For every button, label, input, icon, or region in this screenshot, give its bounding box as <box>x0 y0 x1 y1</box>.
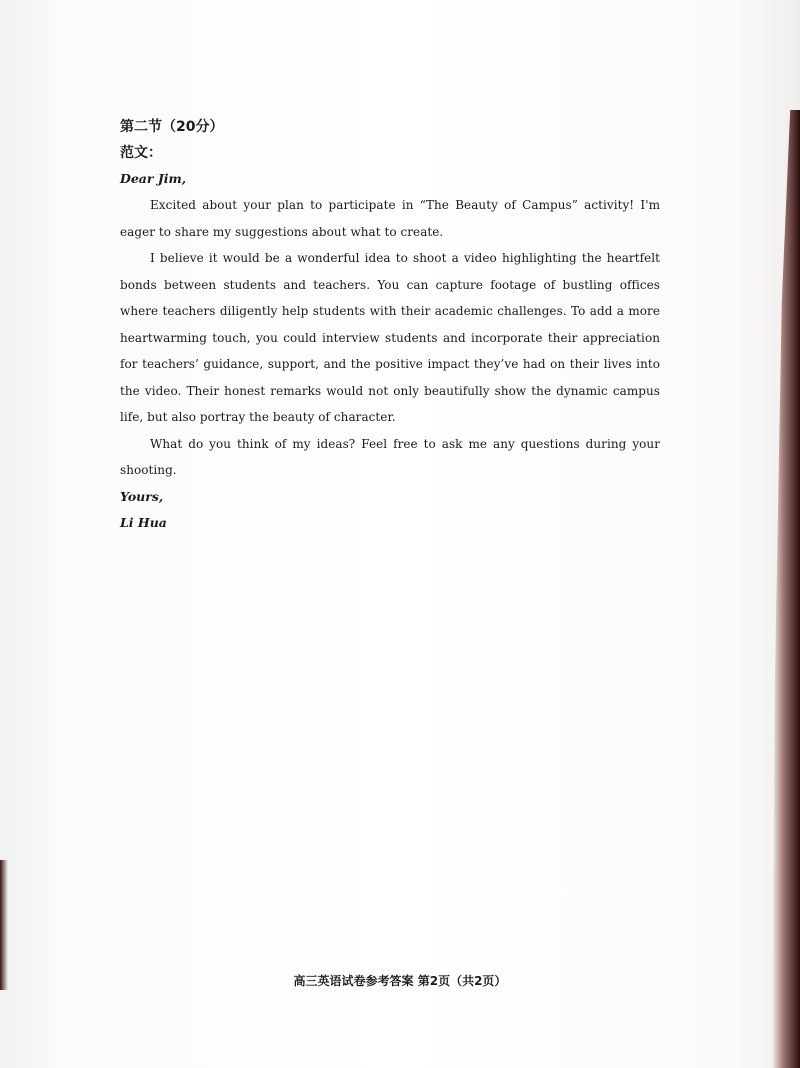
page-content <box>120 114 660 536</box>
model-essay-label: 范文： <box>120 145 162 161</box>
letter-closing: Yours, <box>120 488 164 504</box>
letter-paragraph-1: Excited about your plan to participate in “The Beauty of Campus” activity! I'm eager to share my suggestions about what to create. <box>120 198 660 239</box>
letter-paragraph-2: I believe it would be a wonderful idea to shoot a video highlighting the heartfelt bonds between students and teachers. You can capture footage of bustling offices where teachers diligently help students with their academic challenges. To add a more heartwarming touch, you could interview students and incorporate their appreciation for teachers’ guidance, support, and the positive impact they’ve had on their lives into the video. Their honest remarks would not only beautifully show the dynamic campus life, but also portray the beauty of character. <box>120 251 660 424</box>
scan-shadow-left <box>0 860 8 990</box>
section-title: 第二节（20分） <box>120 119 224 135</box>
letter-salutation: Dear Jim, <box>120 171 187 186</box>
letter-signature: Li Hua <box>120 514 167 530</box>
scan-shadow-right <box>772 110 800 1068</box>
page-footer: 高三英语试卷参考答案 第2页（共2页） <box>293 974 507 988</box>
letter-paragraph-3: What do you think of my ideas? Feel free to ask me any questions during your shooting. <box>120 436 660 477</box>
